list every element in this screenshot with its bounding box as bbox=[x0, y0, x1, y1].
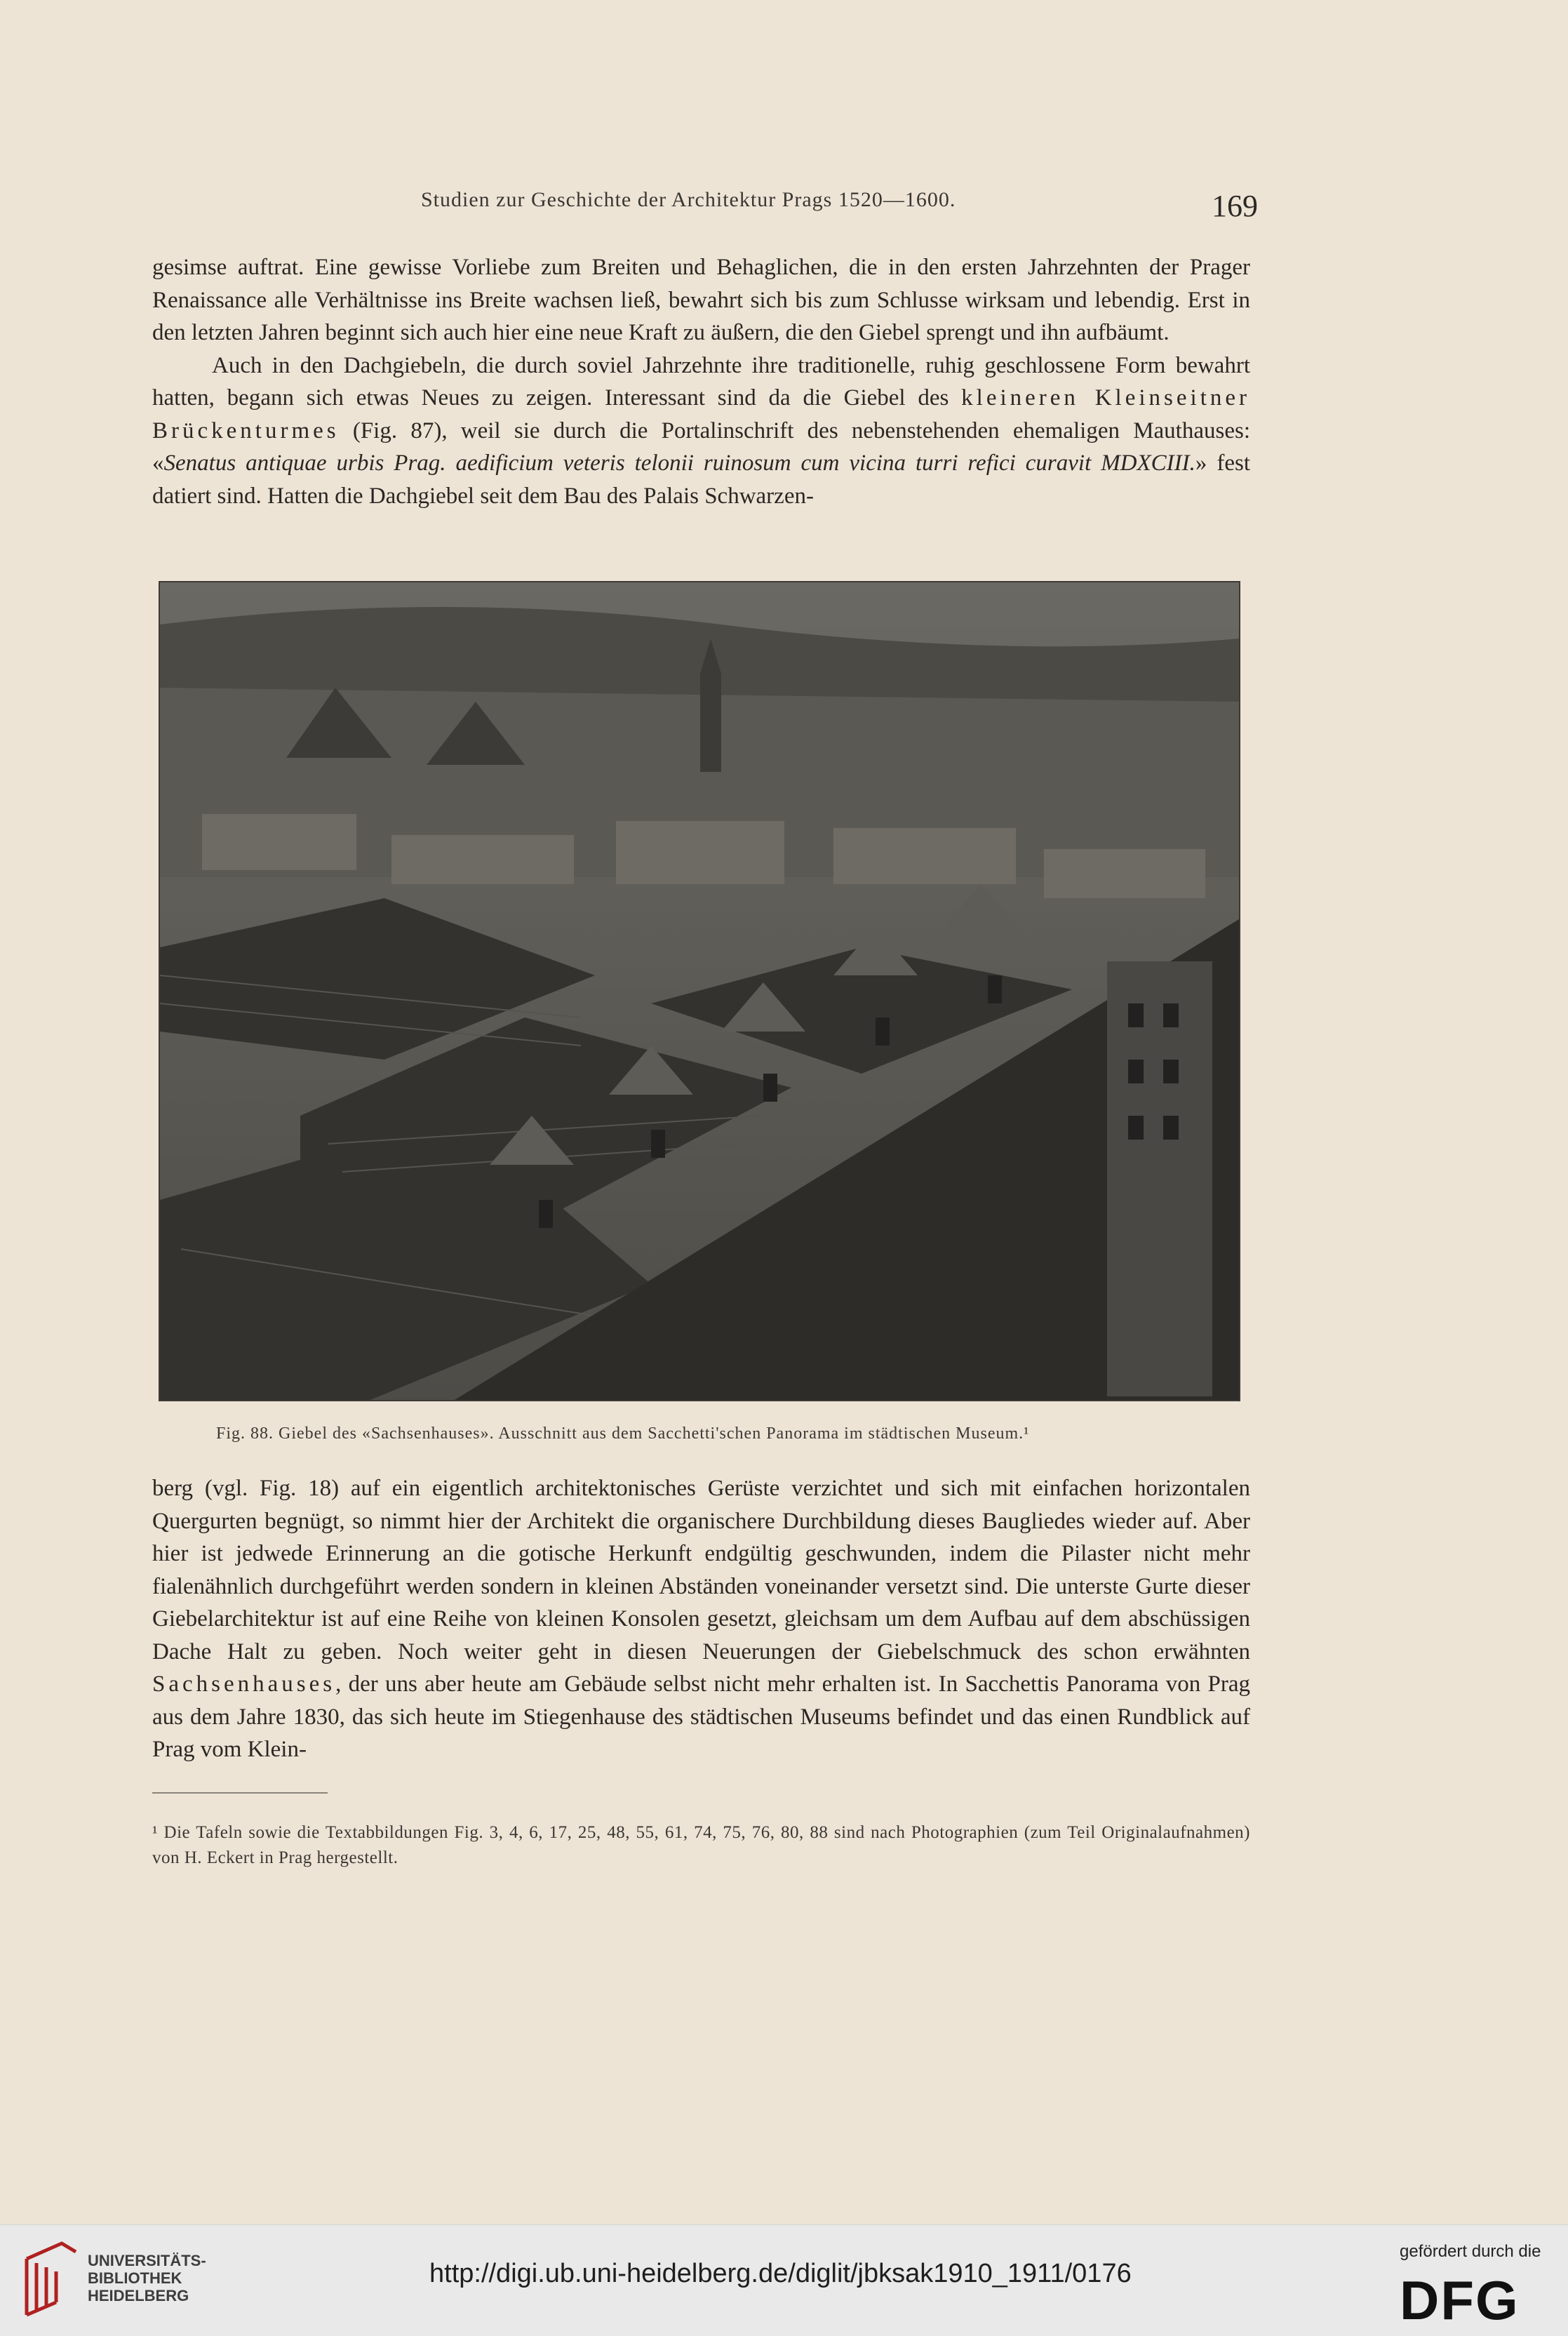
page-number: 169 bbox=[1212, 189, 1258, 223]
running-title: Studien zur Geschichte der Architektur Prags 1520—1600. bbox=[421, 188, 956, 211]
footnote: ¹ Die Tafeln sowie die Textabbildungen Fig. 3, 4, 6, 17, 25, 48, 55, 61, 74, 75, 76, 80, 88 sind nach Photographien (zum Teil Originalaufnahmen) von H. Eckert in Prag hergestellt. bbox=[152, 1823, 1250, 1867]
library-name bbox=[88, 2252, 206, 2304]
funding-label: gefördert durch die bbox=[1400, 2242, 1541, 2261]
latin-inscription: Senatus antiquae urbis Prag. aedificium veteris telonii ruinosum cum vicina turri refici curavit MDXCIII. bbox=[163, 450, 1195, 476]
library-logo-icon bbox=[20, 2238, 81, 2325]
library-name-line-1: UNIVERSITÄTS- bbox=[88, 2252, 206, 2269]
dfg-logo: DFG bbox=[1400, 2269, 1520, 2331]
paragraph-2-text-b: (Fig. 87), weil sie durch die Portalinschrift des nebenstehenden ehemaligen Mauthauses: « bbox=[152, 418, 1250, 476]
paragraph-2-text-a: Auch in den Dachgiebeln, die durch soviel Jahrzehnte ihre traditionelle, ruhig geschlossene Form bewahrt hatten, begann sich etwas Neues zu zeigen. Interessant sind da die Giebel des bbox=[152, 352, 1250, 411]
paragraph-2-text-c: » fest datiert sind. Hatten die Dachgiebel seit dem Bau des Palais Schwarzen- bbox=[152, 450, 1250, 509]
document-url-link[interactable]: http://digi.ub.uni-heidelberg.de/diglit/jbksak1910_1911/0176 bbox=[429, 2259, 1132, 2288]
library-name-line-2: BIBLIOTHEK bbox=[88, 2269, 182, 2287]
paragraph-3-text-a: berg (vgl. Fig. 18) auf ein eigentlich architektonisches Gerüste verzichtet und sich mit einfachen horizontalen Quergurten begnügt, so nimmt hier der Architekt die organischere Durchbildung dieses Baugliedes wieder auf. Aber hier ist jedwede Erinnerung an die gotische Herkunft endgültig geschwunden, indem die Pilaster nicht mehr fialenähnlich durchgeführt werden sondern in kleinen Abständen voneinander versetzt sind. Die unterste Gurte dieser Giebelarchitektur ist auf eine Reihe von kleinen Konsolen gesetzt, gleichsam um dem Aufbau auf dem abschüssigen Dache Halt zu geben. Noch weiter geht in diesen Neuerungen der Giebelschmuck des schon erwähnten bbox=[152, 1476, 1250, 1664]
spaced-term-sachsenhaus: Sachsenhauses bbox=[152, 1671, 336, 1697]
paragraph-3-text-b: , der uns aber heute am Gebäude selbst nicht mehr erhalten ist. In Sacchettis Panorama von Prag aus dem Jahre 1830, das sich heute im Stiegenhause des städtischen Museums befindet und das einen Rundblick auf Prag vom Klein- bbox=[152, 1671, 1250, 1762]
figure-caption: Fig. 88. Giebel des «Sachsenhauses». Ausschnitt aus dem Sacchetti'schen Panorama im städtischen Museum.¹ bbox=[216, 1424, 1030, 1443]
footnote-divider bbox=[152, 1792, 328, 1794]
body-text-bottom bbox=[152, 1472, 1250, 1766]
figure-88-panorama-image bbox=[160, 582, 1239, 1400]
paragraph-1: gesimse auftrat. Eine gewisse Vorliebe zum Breiten und Behaglichen, die in den ersten Jahrzehnten der Prager Renaissance alle Verhältnisse ins Breite wachsen ließ, bewahrt sich bis zum Schlusse wirksam und lebendig. Erst in den letzten Jahren beginnt sich auch hier eine neue Kraft zu äußern, die den Giebel sprengt und ihn aufbäumt. bbox=[152, 255, 1250, 345]
library-name-line-3: HEIDELBERG bbox=[88, 2287, 189, 2304]
paragraph-2 bbox=[152, 349, 1250, 513]
footer-bar bbox=[0, 2224, 1568, 2336]
body-text-top bbox=[152, 251, 1250, 512]
spaced-term-brueckenturm: kleineren Kleinseitner Brückenturmes bbox=[152, 385, 1250, 443]
paragraph-3 bbox=[152, 1472, 1250, 1766]
